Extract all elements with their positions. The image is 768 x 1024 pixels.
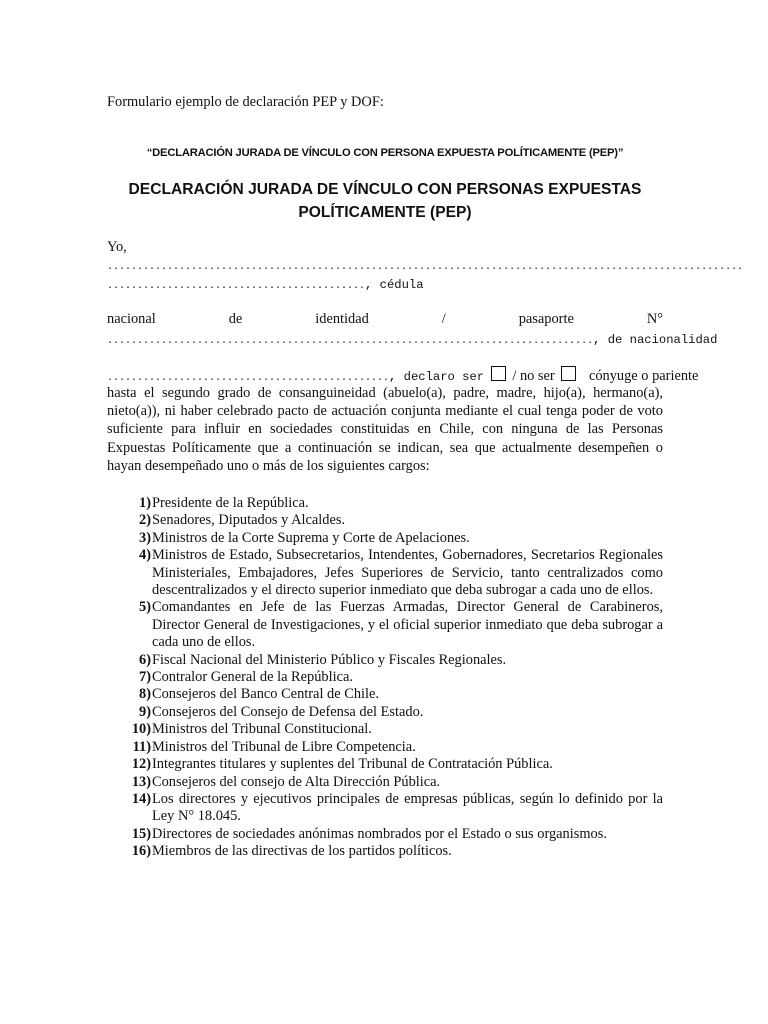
list-item-text: Comandantes en Jefe de las Fuerzas Armadas, Director General de Carabineros, Director General de Investigaciones, y el oficial superior inmediato que deba subrogar a cada uno de ellos. — [152, 599, 663, 651]
list-item-text: Consejeros del Consejo de Defensa del Estado. — [152, 703, 424, 720]
no-ser-checkbox[interactable] — [561, 366, 576, 381]
list-item-text: Presidente de la República. — [152, 495, 309, 511]
list-item-text: Miembros de las directivas de los partidos políticos. — [152, 843, 452, 860]
list-item — [107, 547, 663, 599]
list-item — [107, 669, 663, 686]
identidad-word: identidad — [315, 311, 369, 327]
list-item — [107, 686, 663, 703]
list-item — [107, 599, 663, 651]
list-item-text: Directores de sociedades anónimas nombrados por el Estado o sus organismos. — [152, 825, 607, 842]
list-item-text: Ministros de Estado, Subsecretarios, Intendentes, Gobernadores, Secretarios Regionales Ministeriales, Embajadores, Jefes Superiores de Servicio, tanto centralizados como descentralizados y el directo superior inmediato que deba subrogar a cada uno de ellos. — [152, 547, 663, 599]
pasaporte-blank: ................................................................................. — [107, 336, 594, 347]
list-item-text: Ministros de la Corte Suprema y Corte de Apelaciones. — [152, 529, 470, 546]
list-item-text: Senadores, Diputados y Alcaldes. — [152, 512, 346, 529]
cedula-line — [107, 276, 663, 293]
list-item-number: 13) — [131, 773, 151, 790]
list-item-number: 14) — [131, 790, 151, 807]
name-blank-line: .......................................................................................................... — [107, 262, 744, 273]
declaro-label: , declaro ser — [389, 370, 485, 384]
list-item — [107, 721, 663, 738]
list-item-number: 9) — [139, 703, 151, 720]
yo-label: Yo, — [107, 239, 127, 255]
list-item-text: Ministros del Tribunal Constitucional. — [152, 721, 372, 738]
cargos-list — [107, 495, 663, 861]
list-item-text: Consejeros del Banco Central de Chile. — [152, 686, 379, 703]
list-item — [107, 843, 663, 860]
list-item-number: 5) — [139, 599, 151, 616]
slash-word: / — [441, 311, 446, 327]
nacional-word: nacional — [107, 311, 156, 327]
nacionalidad-blank: ............................................... — [107, 373, 390, 384]
list-item-number: 12) — [131, 756, 151, 773]
list-item-text: Consejeros del consejo de Alta Dirección Pública. — [152, 773, 441, 790]
list-item-text: Los directores y ejecutivos principales de empresas públicas, según lo definido por la Ley N° 18.045. — [152, 790, 663, 825]
list-item-text: Contralor General de la República. — [152, 669, 353, 686]
list-item-text: Fiscal Nacional del Ministerio Público y Fiscales Regionales. — [152, 651, 507, 668]
nacionalidad-label: , de nacionalidad — [593, 333, 718, 347]
list-item-number: 11) — [132, 738, 151, 755]
cedula-blank: ........................................... — [107, 281, 366, 292]
declaro-line — [107, 366, 699, 385]
list-item-text: Ministros del Tribunal de Libre Competencia. — [152, 738, 416, 755]
list-item-number: 10) — [131, 721, 151, 738]
list-item-number: 4) — [139, 547, 151, 564]
list-item — [107, 826, 663, 843]
list-item — [107, 704, 663, 721]
pasaporte-word: pasaporte — [518, 311, 574, 327]
list-item-number: 1) — [139, 495, 151, 511]
list-item-number: 2) — [139, 512, 151, 529]
list-item — [107, 530, 663, 547]
declaration-paragraph: hasta el segundo grado de consanguineidad (abuelo(a), padre, madre, hijo(a), hermano(a), nieto(a)), ni haber celebrado pacto de actuación conjunta mediante el cual tenga poder de voto suficiente para influir en sociedades constituidas en Chile, con ninguna de las Personas Expuestas Políticamente que a continuación se indican, sea que actualmente desempeñen o hayan desempeñado uno o más de los siguientes cargos: — [107, 385, 663, 474]
declaro-ser-checkbox[interactable] — [491, 366, 506, 381]
list-item — [107, 512, 663, 529]
conyuge-label: cónyuge o pariente — [588, 368, 699, 384]
list-item-text: Integrantes titulares y suplentes del Tribunal de Contratación Pública. — [152, 756, 553, 773]
numero-word: N° — [646, 311, 663, 327]
list-item-number: 3) — [139, 529, 151, 546]
list-item-number: 15) — [131, 825, 151, 842]
cedula-label: , cédula — [365, 278, 424, 292]
quoted-title: “DECLARACIÓN JURADA DE VÍNCULO CON PERSONA EXPUESTA POLÍTICAMENTE (PEP)” — [146, 147, 624, 159]
intro-text: Formulario ejemplo de declaración PEP y DOF: — [107, 94, 384, 110]
list-item — [107, 791, 663, 826]
list-item-number: 16) — [131, 843, 151, 860]
list-item — [107, 652, 663, 669]
nacional-row — [107, 311, 663, 328]
list-item-number: 7) — [139, 669, 151, 686]
nacionalidad-line — [107, 331, 718, 348]
list-item — [107, 756, 663, 773]
main-title: DECLARACIÓN JURADA DE VÍNCULO CON PERSONAS EXPUESTAS POLÍTICAMENTE (PEP) — [128, 181, 642, 221]
list-item-number: 8) — [139, 686, 151, 703]
list-item — [107, 495, 663, 512]
no-ser-label: / no ser — [512, 368, 555, 384]
list-item — [107, 774, 663, 791]
list-item — [107, 739, 663, 756]
list-item-number: 6) — [139, 651, 151, 668]
de-word: de — [228, 311, 243, 327]
